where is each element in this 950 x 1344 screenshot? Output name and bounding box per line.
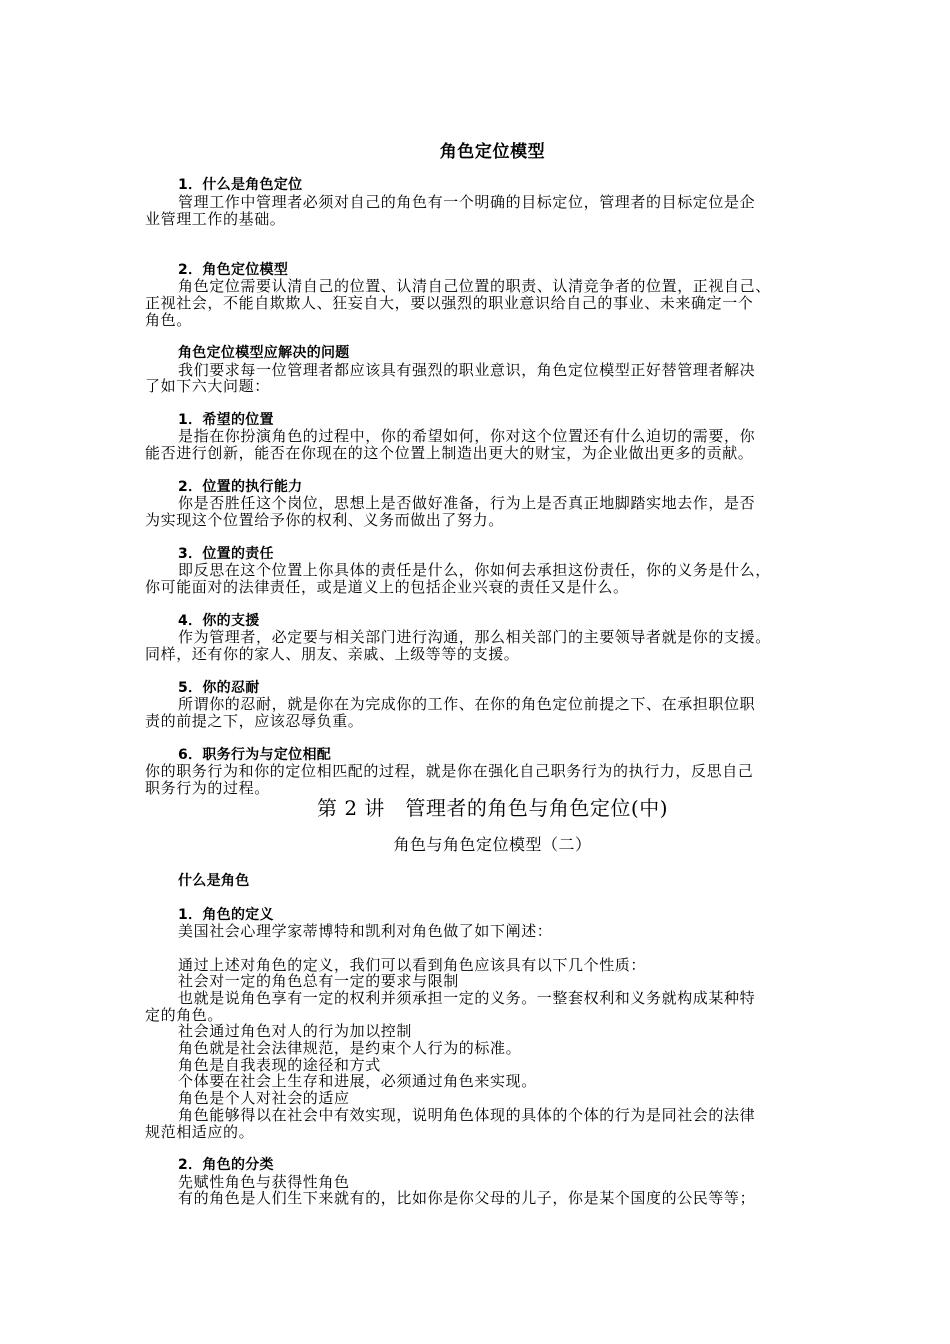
section-heading: 2．角色的分类	[178, 1157, 274, 1173]
paragraph-line: 通过上述对角色的定义，我们可以看到角色应该具有以下几个性质：	[178, 956, 647, 974]
paragraph-line: 管理工作中管理者必须对自己的角色有一个明确的目标定位，管理者的目标定位是企	[178, 193, 756, 211]
paragraph-line: 社会通过角色对人的行为加以控制	[178, 1022, 413, 1040]
page-title: 角色定位模型	[439, 142, 546, 162]
paragraph-line: 你可能面对的法律责任，或是道义上的包括企业兴衰的责任又是什么。	[145, 578, 629, 596]
paragraph-line: 你的职务行为和你的定位相匹配的过程，就是你在强化自己职务行为的执行力，反思自己	[145, 762, 754, 780]
paragraph-line: 角色是自我表现的途径和方式	[178, 1056, 381, 1074]
section-heading: 5．你的忍耐	[178, 680, 260, 696]
section-heading: 角色定位模型应解决的问题	[178, 345, 350, 361]
paragraph-line: 所谓你的忍耐，就是你在为完成你的工作、在你的角色定位前提之下、在承担职位职	[178, 695, 756, 713]
section-heading: 1．什么是角色定位	[178, 177, 303, 193]
paragraph-line: 你是否胜任这个岗位，思想上是否做好准备，行为上是否真正地脚踏实地去作，是否	[178, 494, 756, 512]
paragraph-line: 有的角色是人们生下来就有的，比如你是你父母的儿子，你是某个国度的公民等等；	[178, 1189, 756, 1207]
section-heading: 3．位置的责任	[178, 546, 274, 562]
section-heading: 2．角色定位模型	[178, 262, 289, 278]
paragraph-line: 是指在你扮演角色的过程中，你的希望如何，你对这个位置还有什么迫切的需要，你	[178, 427, 756, 445]
paragraph-line: 为实现这个位置给予你的权利、义务而做出了努力。	[145, 511, 504, 529]
lecture-title: 第 2 讲 管理者的角色与角色定位(中)	[316, 796, 669, 820]
paragraph-line: 美国社会心理学家蒂博特和凯利对角色做了如下阐述：	[178, 922, 553, 940]
paragraph-line: 角色就是社会法律规范，是约束个人行为的标准。	[178, 1039, 522, 1057]
section-heading: 1．希望的位置	[178, 412, 274, 428]
paragraph-line: 角色定位需要认清自己的位置、认清自己位置的职责、认清竞争者的位置，正视自己、	[178, 277, 771, 295]
lecture-subtitle: 角色与角色定位模型（二）	[393, 835, 592, 854]
paragraph-line: 正视社会，不能自欺欺人、狂妄自大，要以强烈的职业意识给自己的事业、未来确定一个	[145, 294, 754, 312]
section-heading: 什么是角色	[178, 873, 250, 889]
paragraph-line: 角色。	[145, 311, 192, 329]
section-heading: 4．你的支援	[178, 613, 260, 629]
paragraph-line: 作为管理者，必定要与相关部门进行沟通，那么相关部门的主要领导者就是你的支援。	[178, 628, 771, 646]
section-heading: 2．位置的执行能力	[178, 479, 303, 495]
paragraph-line: 业管理工作的基础。	[145, 210, 286, 228]
paragraph-line: 社会对一定的角色总有一定的要求与限制	[178, 972, 459, 990]
paragraph-line: 规范相适应的。	[145, 1123, 255, 1141]
paragraph-line: 角色能够得以在社会中有效实现，说明角色体现的具体的个体的行为是同社会的法律	[178, 1106, 756, 1124]
paragraph-line: 角色是个人对社会的适应	[178, 1089, 350, 1107]
paragraph-line: 职务行为的过程。	[145, 779, 270, 797]
paragraph-line: 即反思在这个位置上你具体的责任是什么，你如何去承担这份责任，你的义务是什么，	[178, 561, 771, 579]
paragraph-line: 了如下六大问题：	[145, 377, 270, 395]
section-heading: 1．角色的定义	[178, 907, 274, 923]
paragraph-line: 个体要在社会上生存和进展，必须通过角色来实现。	[178, 1072, 537, 1090]
paragraph-line: 也就是说角色享有一定的权利并须承担一定的义务。一整套权利和义务就构成某种特	[178, 989, 756, 1007]
paragraph-line: 责的前提之下，应该忍辱负重。	[145, 712, 364, 730]
paragraph-line: 定的角色。	[145, 1006, 224, 1024]
paragraph-line: 先赋性角色与获得性角色	[178, 1173, 350, 1191]
section-heading: 6．职务行为与定位相配	[178, 747, 332, 763]
paragraph-line: 同样，还有你的家人、朋友、亲戚、上级等等的支援。	[145, 645, 520, 663]
paragraph-line: 我们要求每一位管理者都应该具有强烈的职业意识，角色定位模型正好替管理者解决	[178, 361, 756, 379]
paragraph-line: 能否进行创新，能否在你现在的这个位置上制造出更大的财宝，为企业做出更多的贡献。	[145, 444, 754, 462]
